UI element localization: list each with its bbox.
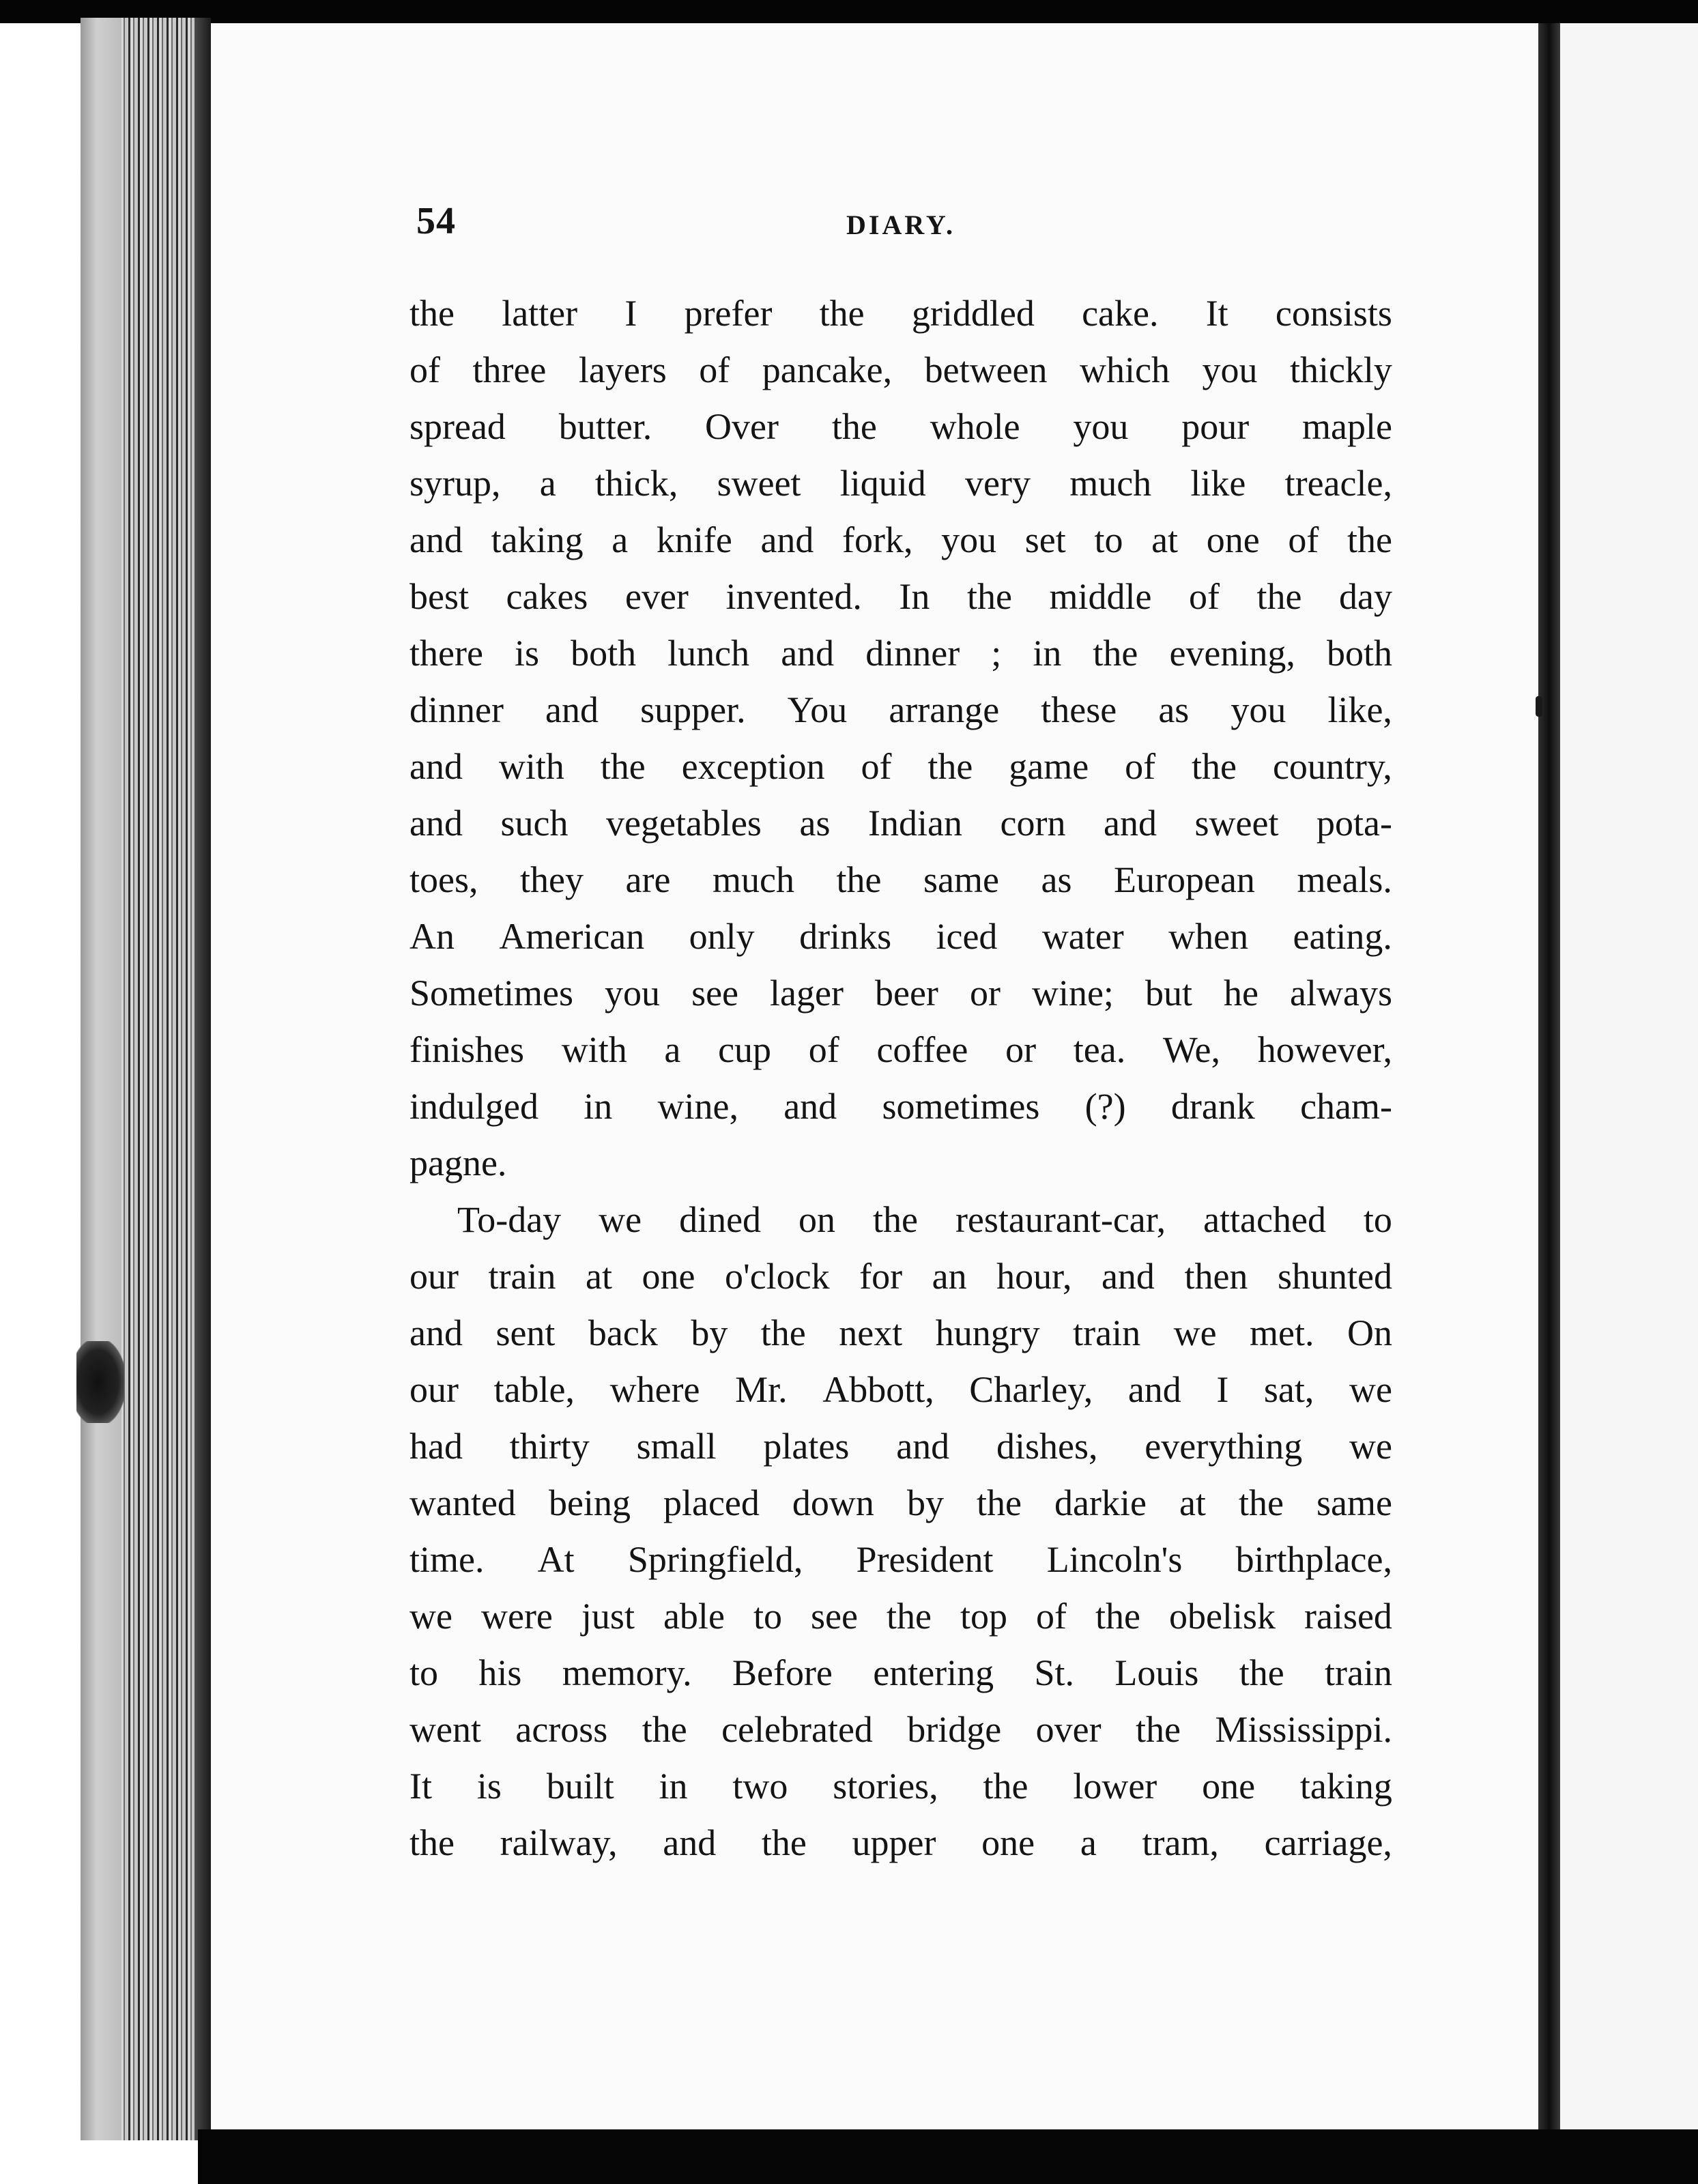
- text-line: [409, 1248, 1392, 1305]
- word: were: [480, 1596, 553, 1637]
- word: at: [1151, 519, 1179, 560]
- word: at: [585, 1256, 612, 1297]
- word: a: [539, 463, 556, 504]
- word: as: [1041, 859, 1072, 900]
- word: dinner: [865, 633, 960, 674]
- word: down: [792, 1482, 874, 1523]
- word: of: [1188, 576, 1220, 617]
- word: his: [478, 1652, 522, 1693]
- word: hour,: [996, 1256, 1072, 1297]
- word: I: [1216, 1369, 1229, 1410]
- text-line: [409, 1645, 1392, 1701]
- word: the: [836, 859, 882, 900]
- word: Before: [732, 1652, 833, 1693]
- word: much: [1069, 463, 1152, 504]
- word: We,: [1162, 1029, 1221, 1070]
- word: like: [1190, 463, 1246, 504]
- word: by: [906, 1482, 944, 1523]
- word: pancake,: [762, 349, 893, 390]
- word: small: [636, 1426, 717, 1467]
- word: back: [588, 1312, 658, 1353]
- word: between: [924, 349, 1048, 390]
- word: syrup,: [409, 463, 501, 504]
- word: raised: [1304, 1596, 1392, 1637]
- text-line: [409, 1305, 1392, 1362]
- word: day: [1339, 576, 1392, 617]
- word: you: [1202, 349, 1258, 390]
- word: sat,: [1263, 1369, 1314, 1410]
- word: with: [498, 746, 564, 787]
- word: supper.: [640, 689, 746, 730]
- word: or: [1005, 1029, 1037, 1070]
- word: everything: [1145, 1426, 1303, 1467]
- word: maple: [1302, 406, 1392, 447]
- word: drank: [1170, 1086, 1255, 1127]
- word: the: [1192, 746, 1237, 787]
- word: we: [1173, 1312, 1217, 1353]
- word: the: [600, 746, 646, 787]
- word: the: [409, 293, 455, 334]
- word: you: [605, 973, 661, 1014]
- word: layers: [578, 349, 667, 390]
- text-line: [409, 569, 1392, 625]
- word: a: [664, 1029, 681, 1070]
- word: an: [932, 1256, 967, 1297]
- word: wine;: [1031, 973, 1114, 1014]
- word: griddled: [911, 293, 1035, 334]
- word: liquid: [839, 463, 926, 504]
- word: ever: [624, 576, 689, 617]
- word: train: [1325, 1652, 1392, 1693]
- word: just: [581, 1596, 635, 1637]
- word: both: [1326, 633, 1392, 674]
- word: three: [472, 349, 547, 390]
- word: iced: [936, 916, 998, 957]
- text-line: [409, 682, 1392, 738]
- word: of: [1035, 1596, 1067, 1637]
- word: whole: [930, 406, 1020, 447]
- text-line: [409, 1815, 1392, 1871]
- word: Lincoln's: [1046, 1539, 1183, 1580]
- running-head: [416, 199, 1385, 254]
- word: At: [537, 1539, 575, 1580]
- text-line: [409, 1475, 1392, 1532]
- word: You: [787, 689, 848, 730]
- word: pour: [1181, 406, 1250, 447]
- word: sweet: [1194, 803, 1279, 844]
- word: of: [861, 746, 892, 787]
- word: On: [1347, 1312, 1392, 1353]
- word: In: [899, 576, 930, 617]
- word: the: [1095, 1596, 1140, 1637]
- word: to: [753, 1596, 782, 1637]
- word: evening,: [1169, 633, 1295, 674]
- word: dinner: [409, 689, 504, 730]
- text-line: [409, 1701, 1392, 1758]
- word: these: [1041, 689, 1117, 730]
- word: they: [520, 859, 584, 900]
- word: is: [476, 1766, 502, 1807]
- word: and: [783, 1086, 837, 1127]
- word: such: [500, 803, 569, 844]
- word: in: [1033, 633, 1062, 674]
- page-number: 54: [416, 200, 456, 242]
- word: of: [409, 349, 440, 390]
- word: treacle,: [1284, 463, 1392, 504]
- word: and: [409, 519, 463, 560]
- text-line: [409, 1135, 1392, 1192]
- word: placed: [663, 1482, 760, 1523]
- word: one: [642, 1256, 695, 1297]
- word: and: [896, 1426, 950, 1467]
- word: birthplace,: [1235, 1539, 1392, 1580]
- text-line: [409, 512, 1392, 569]
- word: the: [927, 746, 973, 787]
- word: when: [1168, 916, 1249, 957]
- word: of: [808, 1029, 839, 1070]
- word: the: [760, 1312, 806, 1353]
- text-line: [409, 455, 1392, 512]
- word: he: [1224, 973, 1258, 1014]
- word: tea.: [1073, 1029, 1126, 1070]
- word: butter.: [558, 406, 652, 447]
- word: and: [409, 746, 463, 787]
- word: fork,: [842, 519, 913, 560]
- word: wine,: [657, 1086, 738, 1127]
- word: as: [1158, 689, 1190, 730]
- word: dishes,: [996, 1426, 1098, 1467]
- body-text: [409, 285, 1392, 1871]
- word: the: [1238, 1482, 1284, 1523]
- word: Abbott,: [822, 1369, 934, 1410]
- gutter-mark: [1536, 696, 1542, 717]
- word: we: [1349, 1369, 1392, 1410]
- word: indulged: [409, 1086, 538, 1127]
- word: hungry: [935, 1312, 1040, 1353]
- word: and: [663, 1822, 717, 1863]
- word: thickly: [1289, 349, 1392, 390]
- word: the: [1256, 576, 1302, 617]
- scan-bottom-border: [198, 2129, 1698, 2184]
- text-line: [409, 1532, 1392, 1588]
- word: at: [1179, 1482, 1206, 1523]
- word: carriage,: [1264, 1822, 1392, 1863]
- text-line: [409, 1418, 1392, 1475]
- word: finishes: [409, 1029, 524, 1070]
- right-gutter-shadow: [1538, 23, 1560, 2140]
- word: sent: [495, 1312, 556, 1353]
- text-line: [409, 342, 1392, 399]
- word: cup: [718, 1029, 772, 1070]
- word: with: [561, 1029, 627, 1070]
- word: Indian: [868, 803, 962, 844]
- word: Over: [705, 406, 779, 447]
- word: stories,: [833, 1766, 938, 1807]
- word: the: [1093, 633, 1138, 674]
- word: middle: [1049, 576, 1152, 617]
- word: European: [1114, 859, 1255, 900]
- word: we: [599, 1199, 642, 1240]
- word: or: [969, 973, 1001, 1014]
- word: the: [1239, 1652, 1284, 1693]
- word: water: [1041, 916, 1124, 957]
- word: the: [831, 406, 877, 447]
- word: country,: [1272, 746, 1392, 787]
- word: over: [1035, 1709, 1102, 1750]
- word: Mr.: [735, 1369, 788, 1410]
- word: went: [409, 1709, 481, 1750]
- word: and: [760, 519, 814, 560]
- word: cakes: [506, 576, 588, 617]
- word: same: [1316, 1482, 1392, 1523]
- word: very: [965, 463, 1031, 504]
- text-line: [409, 1588, 1392, 1645]
- text-line: [409, 1078, 1392, 1135]
- text-line: [409, 1758, 1392, 1815]
- word: you: [941, 519, 997, 560]
- word: and: [1101, 1256, 1155, 1297]
- word: American: [499, 916, 645, 957]
- word: the: [983, 1766, 1028, 1807]
- word: arrange: [889, 689, 1000, 730]
- word: and: [781, 633, 835, 674]
- word: then: [1184, 1256, 1248, 1297]
- word: are: [625, 859, 671, 900]
- word: pota-: [1316, 803, 1392, 844]
- word: spread: [409, 406, 506, 447]
- word: Mississippi.: [1215, 1709, 1392, 1750]
- word: by: [691, 1312, 728, 1353]
- word: we: [1349, 1426, 1392, 1467]
- word: a: [611, 519, 629, 560]
- word: tram,: [1142, 1822, 1219, 1863]
- word: Louis: [1114, 1652, 1199, 1693]
- text-line: [409, 738, 1392, 795]
- word: latter: [502, 293, 578, 334]
- word: met.: [1250, 1312, 1314, 1353]
- word: game: [1009, 746, 1089, 787]
- word: and: [1127, 1369, 1181, 1410]
- word: (?): [1084, 1086, 1126, 1127]
- word: across: [515, 1709, 608, 1750]
- word: two: [732, 1766, 788, 1807]
- book-edge-shadow: [195, 18, 211, 2140]
- scan-top-border: [0, 0, 1698, 23]
- facing-page-edge: [1560, 23, 1698, 2140]
- word: of: [1125, 746, 1156, 787]
- word: and: [409, 803, 463, 844]
- word: the: [642, 1709, 687, 1750]
- word: same: [923, 859, 999, 900]
- word: prefer: [684, 293, 773, 334]
- word: cham-: [1300, 1086, 1392, 1127]
- word: the: [886, 1596, 932, 1637]
- text-line: [409, 625, 1392, 682]
- word: the: [966, 576, 1012, 617]
- word: It: [1205, 293, 1228, 334]
- word: taking: [1299, 1766, 1392, 1807]
- binding-clip-mark: [76, 1341, 124, 1423]
- word: sweet: [717, 463, 801, 504]
- word: you: [1231, 689, 1286, 730]
- word: however,: [1257, 1029, 1392, 1070]
- word: the: [819, 293, 865, 334]
- word: had: [409, 1426, 463, 1467]
- word: obelisk: [1168, 1596, 1276, 1637]
- word: you: [1073, 406, 1129, 447]
- word: lager: [770, 973, 844, 1014]
- word: train: [1073, 1312, 1141, 1353]
- word: beer: [875, 973, 938, 1014]
- word: pagne.: [409, 1143, 507, 1183]
- word: railway,: [500, 1822, 618, 1863]
- word: which: [1080, 349, 1170, 390]
- word: of: [699, 349, 730, 390]
- word: in: [584, 1086, 613, 1127]
- word: toes,: [409, 859, 478, 900]
- word: the: [1347, 519, 1392, 560]
- word: wanted: [409, 1482, 516, 1523]
- word: o'clock: [724, 1256, 830, 1297]
- word: where: [609, 1369, 700, 1410]
- word: Charley,: [969, 1369, 1093, 1410]
- word: darkie: [1054, 1482, 1147, 1523]
- word: meals.: [1297, 859, 1392, 900]
- word: table,: [493, 1369, 575, 1410]
- word: the: [976, 1482, 1022, 1523]
- word: lunch: [667, 633, 750, 674]
- word: and: [1104, 803, 1157, 844]
- word: attached: [1203, 1199, 1326, 1240]
- text-line: [409, 852, 1392, 908]
- word: taking: [491, 519, 584, 560]
- word: corn: [1000, 803, 1066, 844]
- word: dined: [679, 1199, 762, 1240]
- text-line: [409, 965, 1392, 1022]
- word: President: [856, 1539, 994, 1580]
- book-spine-shade: [81, 18, 121, 2140]
- word: see: [691, 973, 739, 1014]
- word: only: [689, 916, 755, 957]
- text-line: [409, 1022, 1392, 1078]
- word: I: [624, 293, 637, 334]
- word: always: [1290, 973, 1392, 1014]
- word: train: [488, 1256, 556, 1297]
- running-title: DIARY.: [846, 210, 956, 240]
- word: exception: [681, 746, 825, 787]
- word: restaurant-car,: [955, 1199, 1166, 1240]
- word: to: [1363, 1199, 1392, 1240]
- word: eating.: [1293, 916, 1392, 957]
- word: To-day: [457, 1199, 562, 1240]
- word: Sometimes: [409, 973, 573, 1014]
- word: both: [571, 633, 637, 674]
- word: coffee: [876, 1029, 968, 1070]
- word: able: [663, 1596, 725, 1637]
- word: one: [981, 1822, 1035, 1863]
- word: of: [1288, 519, 1319, 560]
- word: our: [409, 1256, 459, 1297]
- word: thirty: [509, 1426, 590, 1467]
- word: see: [810, 1596, 858, 1637]
- word: we: [409, 1596, 452, 1637]
- word: and: [409, 1312, 463, 1353]
- word: Springfield,: [627, 1539, 803, 1580]
- text-line: [409, 399, 1392, 455]
- word: to: [1094, 519, 1123, 560]
- word: best: [409, 576, 469, 617]
- word: on: [798, 1199, 836, 1240]
- word: invented.: [725, 576, 862, 617]
- word: shunted: [1277, 1256, 1392, 1297]
- word: a: [1080, 1822, 1097, 1863]
- word: the: [761, 1822, 807, 1863]
- text-line: [409, 908, 1392, 965]
- word: for: [859, 1256, 903, 1297]
- word: being: [548, 1482, 631, 1523]
- word: much: [713, 859, 794, 900]
- word: one: [1206, 519, 1260, 560]
- word: thick,: [594, 463, 678, 504]
- word: the: [409, 1822, 455, 1863]
- word: plates: [763, 1426, 850, 1467]
- word: one: [1202, 1766, 1256, 1807]
- word: built: [546, 1766, 614, 1807]
- word: ;: [991, 633, 1002, 674]
- word: next: [839, 1312, 903, 1353]
- word: as: [799, 803, 831, 844]
- word: in: [659, 1766, 688, 1807]
- word: drinks: [799, 916, 892, 957]
- word: like,: [1327, 689, 1392, 730]
- word: but: [1145, 973, 1192, 1014]
- text-line: [409, 1192, 1392, 1248]
- word: cake.: [1082, 293, 1159, 334]
- word: sometimes: [882, 1086, 1040, 1127]
- word: set: [1024, 519, 1066, 560]
- word: vegetables: [606, 803, 762, 844]
- word: the: [873, 1199, 918, 1240]
- word: time.: [409, 1539, 485, 1580]
- word: celebrated: [721, 1709, 873, 1750]
- text-line: [409, 795, 1392, 852]
- scan-left-margin: [0, 23, 81, 2184]
- word: and: [545, 689, 599, 730]
- word: the: [1135, 1709, 1181, 1750]
- word: It: [409, 1766, 432, 1807]
- word: entering: [873, 1652, 994, 1693]
- word: bridge: [907, 1709, 1002, 1750]
- word: St.: [1034, 1652, 1075, 1693]
- word: there: [409, 633, 483, 674]
- word: top: [960, 1596, 1007, 1637]
- word: consists: [1275, 293, 1392, 334]
- word: memory.: [562, 1652, 692, 1693]
- text-line: [409, 1362, 1392, 1418]
- word: upper: [852, 1822, 936, 1863]
- word: is: [514, 633, 540, 674]
- word: lower: [1073, 1766, 1157, 1807]
- word: our: [409, 1369, 459, 1410]
- word: An: [409, 916, 455, 957]
- text-line: [409, 285, 1392, 342]
- word: knife: [656, 519, 732, 560]
- word: to: [409, 1652, 439, 1693]
